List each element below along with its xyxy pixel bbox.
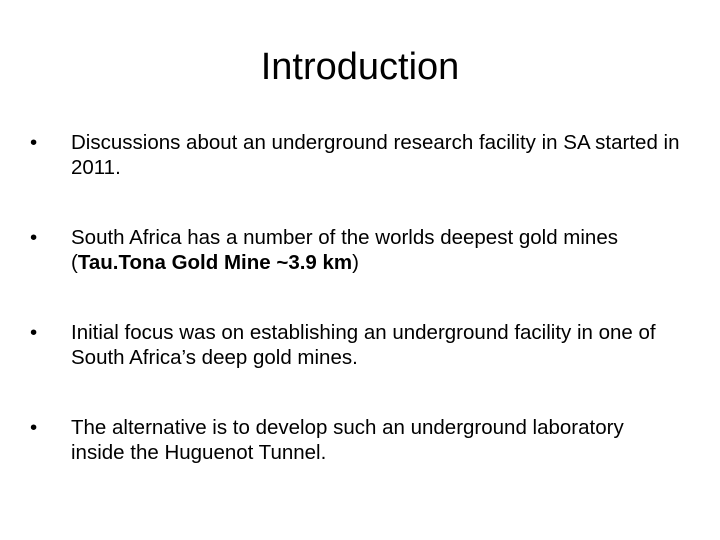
bullet-text: Initial focus was on establishing an underground facility in one of South Africa’s deep gold mines. [71,321,656,369]
bullet-icon: • [30,226,38,249]
bullet-icon: • [30,131,38,154]
bullet-list [30,130,680,510]
bullet-text-prefix: South Africa has a number of the worlds deepest gold mines ( [71,226,618,274]
bullet-text: Discussions about an underground research facility in SA started in 2011. [71,131,680,179]
bullet-item [30,415,680,465]
bullet-icon: • [30,416,38,439]
slide-title: Introduction [260,46,460,88]
bullet-item [30,320,680,370]
bullet-item [30,225,680,275]
bullet-text: The alternative is to develop such an underground laboratory inside the Huguenot Tunnel. [71,416,624,464]
bullet-item [30,130,680,180]
bullet-text-bold: Tau.Tona Gold Mine ~3.9 km [77,251,353,274]
bullet-text-suffix: ) [352,251,359,274]
bullet-icon: • [30,321,38,344]
